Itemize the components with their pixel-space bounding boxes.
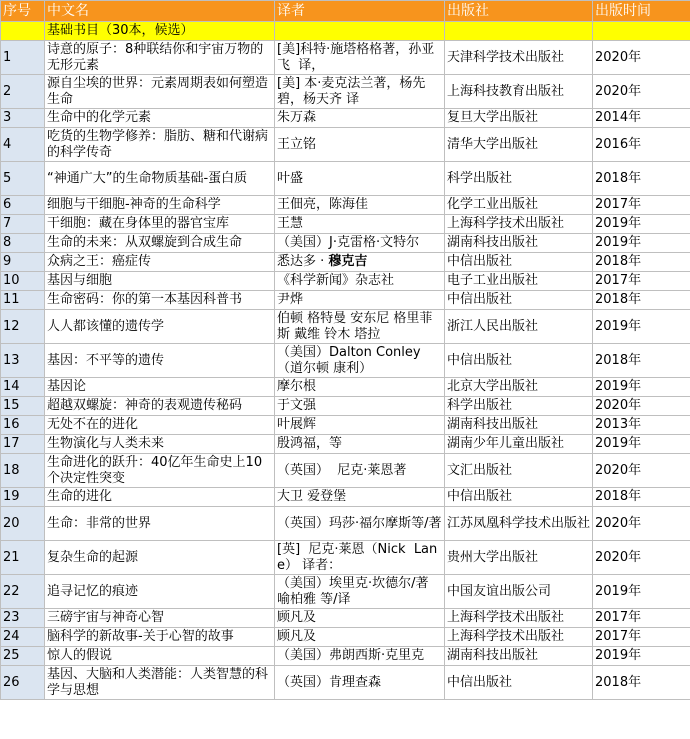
book-title-cell[interactable]: 人人都该懂的遗传学 <box>45 310 275 344</box>
publish-year-cell[interactable]: 2019年 <box>593 215 690 234</box>
publish-year-cell[interactable]: 2019年 <box>593 647 690 666</box>
publish-year-cell[interactable]: 2020年 <box>593 454 690 488</box>
publisher-cell[interactable]: 文汇出版社 <box>445 454 593 488</box>
row-number-cell[interactable]: 6 <box>1 196 45 215</box>
table-row <box>1 378 690 397</box>
row-number-cell[interactable]: 5 <box>1 162 45 196</box>
translator-cell[interactable] <box>275 162 445 196</box>
row-number-cell[interactable]: 3 <box>1 109 45 128</box>
book-title-cell[interactable]: 生命密码：你的第一本基因科普书 <box>45 291 275 310</box>
publisher-cell[interactable]: 科学出版社 <box>445 162 593 196</box>
publisher-cell[interactable]: 贵州大学出版社 <box>445 541 593 575</box>
publisher-cell[interactable]: 中信出版社 <box>445 344 593 378</box>
publisher-cell[interactable]: 上海科学技术出版社 <box>445 609 593 628</box>
translator-cell[interactable] <box>275 435 445 454</box>
translator-text: 伯顿 格特曼 安东尼 格里菲斯 戴维 铃木 塔拉 <box>277 310 433 342</box>
translator-text: （英国） 尼克·莱恩著 <box>277 462 407 478</box>
row-number-cell[interactable]: 8 <box>1 234 45 253</box>
translator-text: [美] 本·麦克法兰著，杨先碧，杨天齐 译 <box>277 75 426 107</box>
translator-text: 叶盛 <box>277 170 304 186</box>
translator-cell[interactable] <box>275 488 445 507</box>
translator-cell[interactable] <box>275 310 445 344</box>
publisher-cell[interactable]: 中信出版社 <box>445 666 593 700</box>
row-number-cell[interactable]: 22 <box>1 575 45 609</box>
translator-text: 尹烨 <box>277 292 304 307</box>
translator-cell[interactable] <box>275 378 445 397</box>
row-number-cell[interactable]: 24 <box>1 628 45 647</box>
table-row <box>1 162 690 196</box>
row-number-cell[interactable]: 11 <box>1 291 45 310</box>
publish-year-cell[interactable]: 2018年 <box>593 162 690 196</box>
row-number-cell[interactable]: 25 <box>1 647 45 666</box>
table-row <box>1 507 690 541</box>
publish-year-cell[interactable]: 2016年 <box>593 128 690 162</box>
publisher-cell[interactable]: 北京大学出版社 <box>445 378 593 397</box>
book-title-cell[interactable]: 无处不在的进化 <box>45 416 275 435</box>
section-empty-cell[interactable] <box>275 22 445 41</box>
table-row <box>1 609 690 628</box>
translator-text: 王佃亮，陈海佳 <box>277 197 369 212</box>
translator-text: 摩尔根 <box>277 379 317 394</box>
table-row <box>1 454 690 488</box>
translator-cell[interactable] <box>275 507 445 541</box>
book-title-cell[interactable]: 基因、大脑和人类潜能：人类智慧的科学与思想 <box>45 666 275 700</box>
publish-year-cell[interactable]: 2017年 <box>593 272 690 291</box>
header-cell-date[interactable]: 出版时间 <box>593 1 690 22</box>
book-title-cell[interactable]: 基因论 <box>45 378 275 397</box>
book-title-cell[interactable]: 基因与细胞 <box>45 272 275 291</box>
book-title-cell[interactable]: 吃货的生物学修养：脂肪、糖和代谢病的科学传奇 <box>45 128 275 162</box>
header-cell-title[interactable]: 中文名 <box>45 1 275 22</box>
translator-bold-text: 穆克吉 <box>328 254 368 269</box>
table-row <box>1 128 690 162</box>
table-row <box>1 272 690 291</box>
book-title-cell[interactable]: 惊人的假说 <box>45 647 275 666</box>
publisher-cell[interactable]: 科学出版社 <box>445 397 593 416</box>
table-row <box>1 488 690 507</box>
table-row <box>1 666 690 700</box>
publisher-cell[interactable]: 浙江人民出版社 <box>445 310 593 344</box>
publish-year-cell[interactable]: 2017年 <box>593 196 690 215</box>
row-number-cell[interactable]: 19 <box>1 488 45 507</box>
publisher-cell[interactable]: 湖南少年儿童出版社 <box>445 435 593 454</box>
publish-year-cell[interactable]: 2020年 <box>593 507 690 541</box>
publish-year-cell[interactable]: 2019年 <box>593 234 690 253</box>
translator-cell[interactable] <box>275 109 445 128</box>
publisher-cell[interactable]: 中信出版社 <box>445 488 593 507</box>
translator-text: 悉达多 · <box>277 254 329 269</box>
row-number-cell[interactable]: 2 <box>1 75 45 109</box>
table-row <box>1 397 690 416</box>
translator-text: 叶展辉 <box>277 417 317 432</box>
book-title-cell[interactable]: 干细胞：藏在身体里的器官宝库 <box>45 215 275 234</box>
translator-cell[interactable] <box>275 41 445 75</box>
translator-cell[interactable] <box>275 272 445 291</box>
book-title-cell[interactable]: 追寻记忆的痕迹 <box>45 575 275 609</box>
publish-year-cell[interactable]: 2020年 <box>593 397 690 416</box>
row-number-cell[interactable]: 20 <box>1 507 45 541</box>
row-number-cell[interactable]: 12 <box>1 310 45 344</box>
section-empty-cell[interactable] <box>445 22 593 41</box>
publisher-cell[interactable]: 上海科学技术出版社 <box>445 215 593 234</box>
section-empty-cell[interactable] <box>1 22 45 41</box>
section-empty-cell[interactable] <box>593 22 690 41</box>
translator-text: 于文强 <box>277 398 317 413</box>
translator-text: [英] 尼克·莱恩（Nick Lane） 译者： <box>277 541 438 573</box>
translator-text: （美国）弗朗西斯·克里克 <box>277 648 425 663</box>
publish-year-cell[interactable]: 2018年 <box>593 666 690 700</box>
translator-cell[interactable] <box>275 75 445 109</box>
translator-text: 王立铭 <box>277 136 317 152</box>
row-number-cell[interactable]: 13 <box>1 344 45 378</box>
translator-cell[interactable] <box>275 291 445 310</box>
publish-year-cell[interactable]: 2020年 <box>593 541 690 575</box>
translator-text: （美国）J·克雷格·文特尔 <box>277 235 420 250</box>
translator-text: 《科学新闻》杂志社 <box>277 273 395 288</box>
translator-cell[interactable] <box>275 397 445 416</box>
row-number-cell[interactable]: 9 <box>1 253 45 272</box>
publisher-cell[interactable]: 湖南科技出版社 <box>445 647 593 666</box>
table-row <box>1 628 690 647</box>
book-title-cell[interactable]: 生命：非常的世界 <box>45 507 275 541</box>
table-row <box>1 253 690 272</box>
section-label[interactable]: 基础书目（30本，候选） <box>45 22 275 41</box>
publish-year-cell[interactable]: 2019年 <box>593 575 690 609</box>
publish-year-cell[interactable]: 2019年 <box>593 435 690 454</box>
row-number-cell[interactable]: 7 <box>1 215 45 234</box>
publish-year-cell[interactable]: 2020年 <box>593 75 690 109</box>
table-row <box>1 41 690 75</box>
publish-year-cell[interactable]: 2017年 <box>593 609 690 628</box>
row-number-cell[interactable]: 4 <box>1 128 45 162</box>
publisher-cell[interactable]: 天津科学技术出版社 <box>445 41 593 75</box>
book-title-cell[interactable]: 复杂生命的起源 <box>45 541 275 575</box>
translator-text: 王慧 <box>277 216 304 231</box>
translator-text: （英国）玛莎·福尔摩斯等/著 <box>277 515 442 531</box>
row-number-cell[interactable]: 26 <box>1 666 45 700</box>
publisher-cell[interactable]: 中信出版社 <box>445 253 593 272</box>
book-title-cell[interactable]: 生命进化的跃升：40亿年生命史上10个决定性突变 <box>45 454 275 488</box>
publish-year-cell[interactable]: 2013年 <box>593 416 690 435</box>
publisher-cell[interactable]: 清华大学出版社 <box>445 128 593 162</box>
publisher-cell[interactable]: 上海科学技术出版社 <box>445 628 593 647</box>
table-row <box>1 109 690 128</box>
book-title-cell[interactable]: 生物演化与人类未来 <box>45 435 275 454</box>
publish-year-cell[interactable]: 2014年 <box>593 109 690 128</box>
publisher-cell[interactable]: 化学工业出版社 <box>445 196 593 215</box>
book-title-cell[interactable]: 源自尘埃的世界：元素周期表如何塑造生命 <box>45 75 275 109</box>
translator-cell[interactable] <box>275 666 445 700</box>
publisher-cell[interactable]: 江苏凤凰科学技术出版社 <box>445 507 593 541</box>
publish-year-cell[interactable]: 2020年 <box>593 41 690 75</box>
translator-cell[interactable] <box>275 234 445 253</box>
translator-text: 顾凡及 <box>277 629 317 644</box>
row-number-cell[interactable]: 10 <box>1 272 45 291</box>
publisher-cell[interactable]: 上海科技教育出版社 <box>445 75 593 109</box>
table-row <box>1 575 690 609</box>
row-number-cell[interactable]: 21 <box>1 541 45 575</box>
header-cell-translator[interactable]: 译者 <box>275 1 445 22</box>
row-number-cell[interactable]: 18 <box>1 454 45 488</box>
book-title-cell[interactable]: 超越双螺旋：神奇的表观遗传秘码 <box>45 397 275 416</box>
translator-text: [美]科特·施塔格格著，孙亚飞 译， <box>277 41 435 73</box>
table-row <box>1 435 690 454</box>
table-row <box>1 647 690 666</box>
translator-text: （美国）埃里克·坎德尔/著 喻柏雅 等/译 <box>277 575 441 607</box>
translator-text: （英国）肯理查森 <box>277 674 382 690</box>
translator-text: 顾凡及 <box>277 610 317 625</box>
translator-text: 大卫 爱登堡 <box>277 489 347 504</box>
book-title-cell[interactable]: 脑科学的新故事-关于心智的故事 <box>45 628 275 647</box>
row-number-cell[interactable]: 17 <box>1 435 45 454</box>
publisher-cell[interactable]: 中信出版社 <box>445 291 593 310</box>
row-number-cell[interactable]: 16 <box>1 416 45 435</box>
translator-text: 朱万森 <box>277 110 317 125</box>
publisher-cell[interactable]: 中国友谊出版公司 <box>445 575 593 609</box>
translator-cell[interactable] <box>275 128 445 162</box>
book-title-cell[interactable]: 生命的进化 <box>45 488 275 507</box>
book-title-cell[interactable]: “神通广大”的生命物质基础-蛋白质 <box>45 162 275 196</box>
publisher-cell[interactable]: 电子工业出版社 <box>445 272 593 291</box>
header-cell-publisher[interactable]: 出版社 <box>445 1 593 22</box>
table-row <box>1 344 690 378</box>
publish-year-cell[interactable]: 2017年 <box>593 628 690 647</box>
translator-cell[interactable] <box>275 253 445 272</box>
book-title-cell[interactable]: 诗意的原子：8种联结你和宇宙万物的无形元素 <box>45 41 275 75</box>
book-title-cell[interactable]: 生命中的化学元素 <box>45 109 275 128</box>
translator-cell[interactable] <box>275 416 445 435</box>
table-header-row <box>1 1 690 22</box>
publish-year-cell[interactable]: 2019年 <box>593 378 690 397</box>
table-row <box>1 196 690 215</box>
book-title-cell[interactable]: 细胞与干细胞-神奇的生命科学 <box>45 196 275 215</box>
publish-year-cell[interactable]: 2018年 <box>593 291 690 310</box>
table-row <box>1 416 690 435</box>
table-row <box>1 291 690 310</box>
publish-year-cell[interactable]: 2018年 <box>593 344 690 378</box>
translator-cell[interactable] <box>275 628 445 647</box>
table-row <box>1 541 690 575</box>
translator-text: 殷鸿福，等 <box>277 436 343 451</box>
translator-cell[interactable] <box>275 454 445 488</box>
table-row <box>1 75 690 109</box>
translator-cell[interactable] <box>275 575 445 609</box>
book-title-cell[interactable]: 基因：不平等的遗传 <box>45 344 275 378</box>
translator-cell[interactable] <box>275 647 445 666</box>
translator-cell[interactable] <box>275 344 445 378</box>
translator-cell[interactable] <box>275 215 445 234</box>
section-row <box>1 22 690 41</box>
row-number-cell[interactable]: 23 <box>1 609 45 628</box>
row-number-cell[interactable]: 1 <box>1 41 45 75</box>
translator-cell[interactable] <box>275 541 445 575</box>
publish-year-cell[interactable]: 2018年 <box>593 488 690 507</box>
row-number-cell[interactable]: 15 <box>1 397 45 416</box>
publish-year-cell[interactable]: 2019年 <box>593 310 690 344</box>
header-cell-num[interactable]: 序号 <box>1 1 45 22</box>
publisher-cell[interactable]: 湖南科技出版社 <box>445 234 593 253</box>
publish-year-cell[interactable]: 2018年 <box>593 253 690 272</box>
publisher-cell[interactable]: 复旦大学出版社 <box>445 109 593 128</box>
row-number-cell[interactable]: 14 <box>1 378 45 397</box>
book-title-cell[interactable]: 三磅宇宙与神奇心智 <box>45 609 275 628</box>
translator-cell[interactable] <box>275 196 445 215</box>
book-title-cell[interactable]: 生命的未来：从双螺旋到合成生命 <box>45 234 275 253</box>
table-row <box>1 234 690 253</box>
publisher-cell[interactable]: 湖南科技出版社 <box>445 416 593 435</box>
table-row <box>1 310 690 344</box>
translator-cell[interactable] <box>275 609 445 628</box>
table-row <box>1 215 690 234</box>
book-title-cell[interactable]: 众病之王：癌症传 <box>45 253 275 272</box>
translator-text: （美国）Dalton Conley（道尔顿 康利） <box>277 344 421 376</box>
